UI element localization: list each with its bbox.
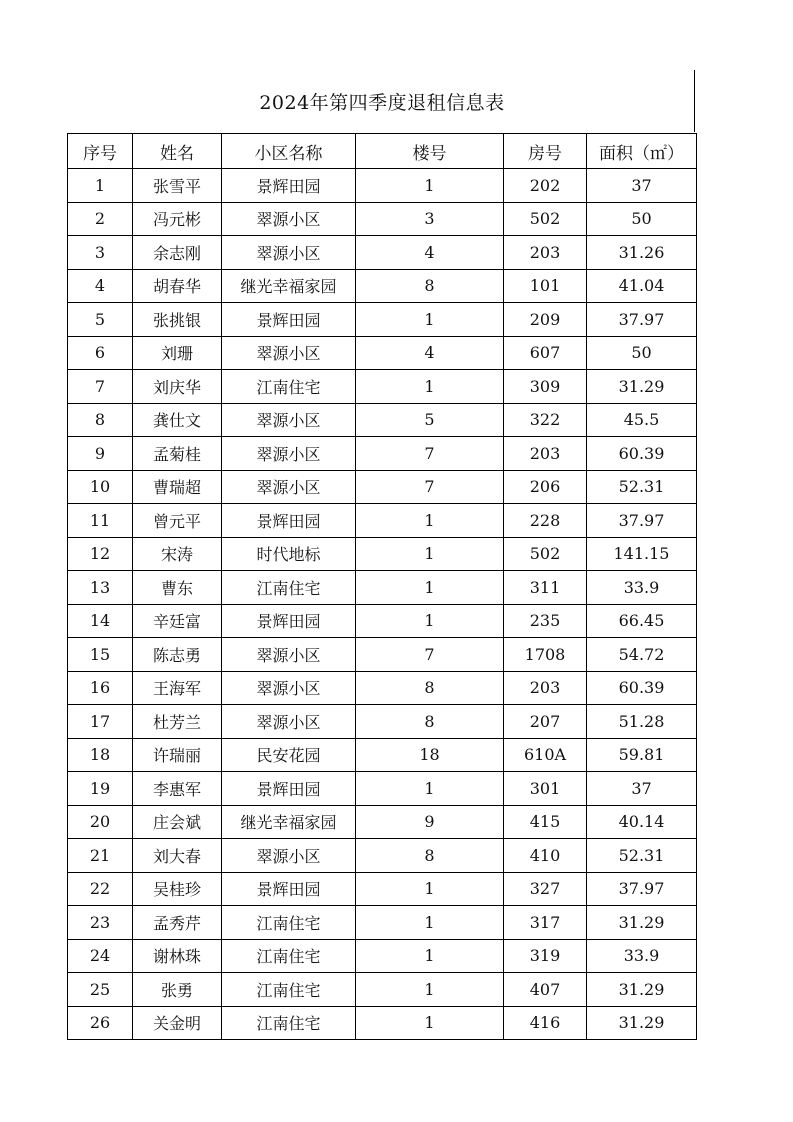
cell-room: 101: [504, 269, 587, 303]
table-row: [68, 571, 697, 605]
col-header-room: 房号: [504, 134, 587, 169]
table-row: [68, 202, 697, 236]
cell-area: 41.04: [587, 269, 697, 303]
table-row: [68, 537, 697, 571]
cell-area: 37: [587, 169, 697, 203]
cell-room: 415: [504, 805, 587, 839]
col-header-building: 楼号: [356, 134, 504, 169]
cell-community: 时代地标: [222, 537, 356, 571]
cell-area: 60.39: [587, 437, 697, 471]
cell-room: 607: [504, 336, 587, 370]
cell-area: 66.45: [587, 604, 697, 638]
cell-room: 203: [504, 671, 587, 705]
cell-name: 孟秀芹: [133, 906, 222, 940]
table-row: [68, 906, 697, 940]
cell-name: 龚仕文: [133, 403, 222, 437]
cell-community: 翠源小区: [222, 202, 356, 236]
cell-area: 31.26: [587, 236, 697, 270]
cell-room: 502: [504, 202, 587, 236]
cell-community: 景辉田园: [222, 772, 356, 806]
cell-room: 502: [504, 537, 587, 571]
cell-area: 33.9: [587, 939, 697, 973]
cell-name: 李惠军: [133, 772, 222, 806]
table-row: [68, 671, 697, 705]
cell-community: 江南住宅: [222, 370, 356, 404]
cell-room: 319: [504, 939, 587, 973]
cell-name: 王海军: [133, 671, 222, 705]
cell-area: 37.97: [587, 872, 697, 906]
cell-room: 407: [504, 973, 587, 1007]
cell-community: 江南住宅: [222, 571, 356, 605]
cell-building: 1: [356, 303, 504, 337]
cell-index: 25: [68, 973, 133, 1007]
cell-room: 1708: [504, 638, 587, 672]
cell-name: 刘珊: [133, 336, 222, 370]
cell-name: 宋涛: [133, 537, 222, 571]
cell-index: 13: [68, 571, 133, 605]
cell-index: 17: [68, 705, 133, 739]
table-row: [68, 370, 697, 404]
cell-name: 刘庆华: [133, 370, 222, 404]
cell-index: 21: [68, 839, 133, 873]
cell-building: 8: [356, 839, 504, 873]
cell-name: 陈志勇: [133, 638, 222, 672]
cell-name: 许瑞丽: [133, 738, 222, 772]
cell-community: 景辉田园: [222, 169, 356, 203]
cell-index: 14: [68, 604, 133, 638]
cell-area: 31.29: [587, 370, 697, 404]
table-row: [68, 403, 697, 437]
cell-name: 庄会斌: [133, 805, 222, 839]
cell-building: 1: [356, 504, 504, 538]
cell-area: 37.97: [587, 303, 697, 337]
cell-community: 翠源小区: [222, 671, 356, 705]
cell-room: 311: [504, 571, 587, 605]
cell-name: 曾元平: [133, 504, 222, 538]
table-body: [68, 169, 697, 1040]
cell-name: 张挑银: [133, 303, 222, 337]
cell-index: 5: [68, 303, 133, 337]
cell-index: 10: [68, 470, 133, 504]
table-row: [68, 939, 697, 973]
col-header-area: 面积（㎡）: [587, 134, 697, 169]
cell-building: 8: [356, 269, 504, 303]
cell-index: 7: [68, 370, 133, 404]
table-row: [68, 336, 697, 370]
cell-index: 15: [68, 638, 133, 672]
table-row: [68, 504, 697, 538]
table-row: [68, 638, 697, 672]
cell-room: 207: [504, 705, 587, 739]
cell-name: 冯元彬: [133, 202, 222, 236]
cell-room: 610A: [504, 738, 587, 772]
cell-community: 翠源小区: [222, 236, 356, 270]
cell-area: 54.72: [587, 638, 697, 672]
cell-area: 33.9: [587, 571, 697, 605]
cell-name: 曹东: [133, 571, 222, 605]
table-row: [68, 973, 697, 1007]
cell-community: 继光幸福家园: [222, 269, 356, 303]
cell-index: 3: [68, 236, 133, 270]
table-row: [68, 169, 697, 203]
cell-room: 322: [504, 403, 587, 437]
cell-area: 37: [587, 772, 697, 806]
cell-index: 12: [68, 537, 133, 571]
table-row: [68, 738, 697, 772]
cell-building: 8: [356, 705, 504, 739]
cell-name: 杜芳兰: [133, 705, 222, 739]
cell-index: 8: [68, 403, 133, 437]
cell-index: 23: [68, 906, 133, 940]
table-row: [68, 236, 697, 270]
cell-area: 52.31: [587, 839, 697, 873]
cell-room: 416: [504, 1006, 587, 1040]
cell-community: 江南住宅: [222, 1006, 356, 1040]
cell-index: 22: [68, 872, 133, 906]
cell-area: 31.29: [587, 1006, 697, 1040]
cell-community: 民安花园: [222, 738, 356, 772]
cell-index: 24: [68, 939, 133, 973]
cell-building: 5: [356, 403, 504, 437]
cell-room: 327: [504, 872, 587, 906]
table-row: [68, 470, 697, 504]
cell-community: 江南住宅: [222, 939, 356, 973]
cell-index: 6: [68, 336, 133, 370]
cell-building: 1: [356, 571, 504, 605]
rental-table: [67, 133, 697, 1040]
cell-room: 203: [504, 236, 587, 270]
cell-community: 翠源小区: [222, 705, 356, 739]
cell-building: 1: [356, 169, 504, 203]
cell-building: 1: [356, 772, 504, 806]
cell-building: 1: [356, 973, 504, 1007]
cell-community: 景辉田园: [222, 604, 356, 638]
cell-area: 45.5: [587, 403, 697, 437]
cell-name: 刘大春: [133, 839, 222, 873]
cell-area: 50: [587, 202, 697, 236]
cell-name: 曹瑞超: [133, 470, 222, 504]
cell-room: 203: [504, 437, 587, 471]
cell-community: 翠源小区: [222, 839, 356, 873]
cell-building: 7: [356, 470, 504, 504]
cell-building: 1: [356, 537, 504, 571]
cell-building: 3: [356, 202, 504, 236]
cell-index: 19: [68, 772, 133, 806]
cell-name: 胡春华: [133, 269, 222, 303]
cell-area: 50: [587, 336, 697, 370]
cell-community: 江南住宅: [222, 973, 356, 1007]
table-row: [68, 604, 697, 638]
cell-index: 26: [68, 1006, 133, 1040]
cell-building: 1: [356, 939, 504, 973]
cell-name: 余志刚: [133, 236, 222, 270]
cell-index: 9: [68, 437, 133, 471]
cell-name: 张雪平: [133, 169, 222, 203]
cell-building: 7: [356, 437, 504, 471]
cell-index: 20: [68, 805, 133, 839]
table-title: 2024年第四季度退租信息表: [259, 92, 505, 114]
cell-room: 228: [504, 504, 587, 538]
table-row: [68, 1006, 697, 1040]
cell-name: 孟菊桂: [133, 437, 222, 471]
table-row: [68, 805, 697, 839]
table-row: [68, 772, 697, 806]
cell-community: 翠源小区: [222, 336, 356, 370]
cell-area: 37.97: [587, 504, 697, 538]
cell-community: 景辉田园: [222, 303, 356, 337]
col-header-index: 序号: [68, 134, 133, 169]
cell-building: 9: [356, 805, 504, 839]
cell-index: 4: [68, 269, 133, 303]
cell-name: 吴桂珍: [133, 872, 222, 906]
table-header-row: [68, 134, 697, 169]
cell-building: 18: [356, 738, 504, 772]
cell-community: 翠源小区: [222, 437, 356, 471]
cell-community: 翠源小区: [222, 638, 356, 672]
cell-building: 4: [356, 336, 504, 370]
cell-room: 202: [504, 169, 587, 203]
cell-building: 1: [356, 872, 504, 906]
cell-index: 16: [68, 671, 133, 705]
table-row: [68, 437, 697, 471]
col-header-community: 小区名称: [222, 134, 356, 169]
cell-building: 4: [356, 236, 504, 270]
cell-community: 景辉田园: [222, 504, 356, 538]
cell-area: 31.29: [587, 906, 697, 940]
cell-name: 辛廷富: [133, 604, 222, 638]
cell-area: 60.39: [587, 671, 697, 705]
cell-community: 翠源小区: [222, 470, 356, 504]
table-row: [68, 872, 697, 906]
cell-index: 11: [68, 504, 133, 538]
cell-building: 1: [356, 906, 504, 940]
cell-area: 31.29: [587, 973, 697, 1007]
cell-area: 59.81: [587, 738, 697, 772]
table-row: [68, 269, 697, 303]
cell-room: 235: [504, 604, 587, 638]
table-row: [68, 705, 697, 739]
cell-room: 301: [504, 772, 587, 806]
cell-community: 景辉田园: [222, 872, 356, 906]
cell-area: 40.14: [587, 805, 697, 839]
cell-building: 1: [356, 370, 504, 404]
table-row: [68, 839, 697, 873]
cell-name: 张勇: [133, 973, 222, 1007]
cell-building: 8: [356, 671, 504, 705]
cell-index: 18: [68, 738, 133, 772]
cell-area: 52.31: [587, 470, 697, 504]
col-header-name: 姓名: [133, 134, 222, 169]
cell-index: 2: [68, 202, 133, 236]
cell-area: 141.15: [587, 537, 697, 571]
cell-name: 谢林珠: [133, 939, 222, 973]
cell-name: 关金明: [133, 1006, 222, 1040]
cell-area: 51.28: [587, 705, 697, 739]
cell-building: 7: [356, 638, 504, 672]
cell-community: 继光幸福家园: [222, 805, 356, 839]
cell-room: 317: [504, 906, 587, 940]
table-row: [68, 303, 697, 337]
cell-building: 1: [356, 1006, 504, 1040]
cell-building: 1: [356, 604, 504, 638]
cell-community: 江南住宅: [222, 906, 356, 940]
cell-room: 209: [504, 303, 587, 337]
cell-index: 1: [68, 169, 133, 203]
cell-room: 410: [504, 839, 587, 873]
cell-room: 206: [504, 470, 587, 504]
cell-room: 309: [504, 370, 587, 404]
cell-community: 翠源小区: [222, 403, 356, 437]
